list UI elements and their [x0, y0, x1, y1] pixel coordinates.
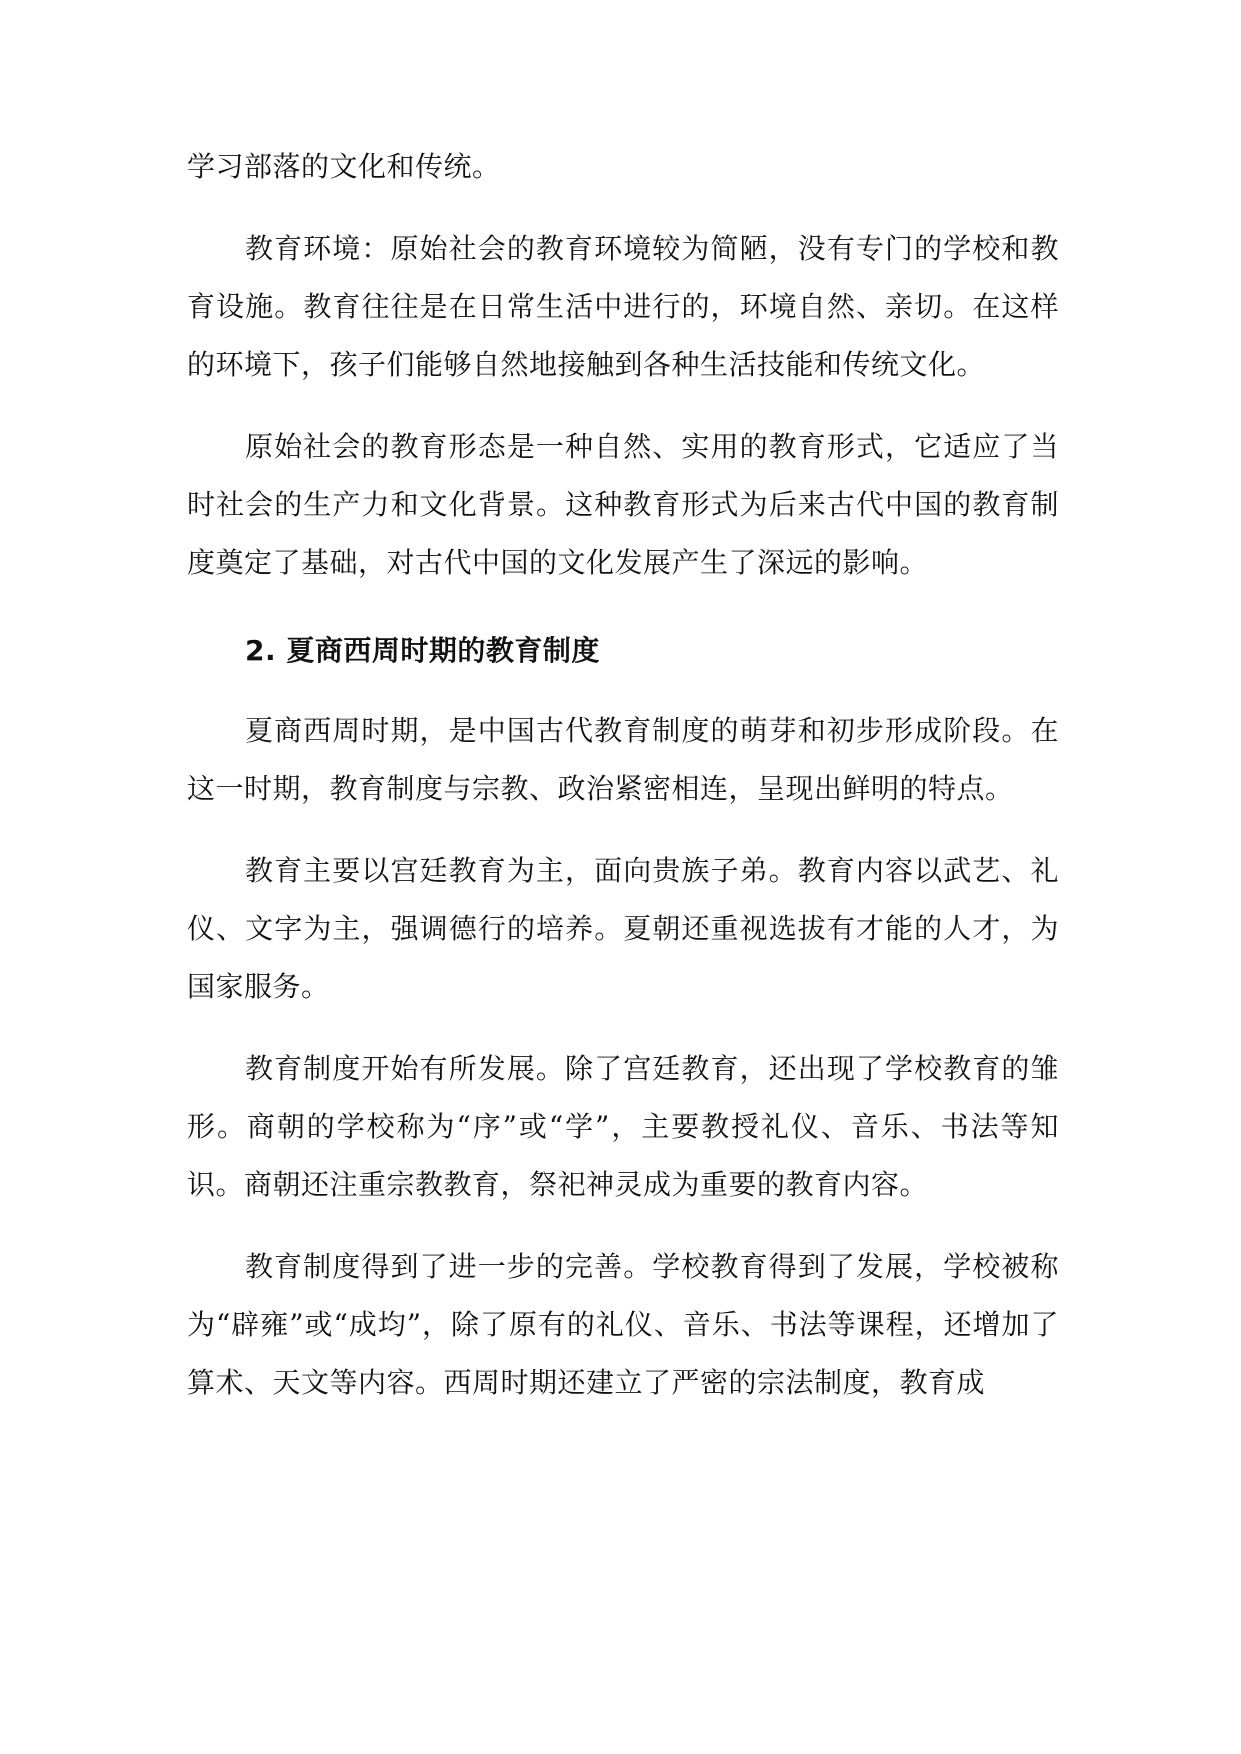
- paragraph-shang-schools: 教育制度开始有所发展。除了宫廷教育，还出现了学校教育的雏形。商朝的学校称为“序”或“学”，主要教授礼仪、音乐、书法等知识。商朝还注重宗教教育，祭祀神灵成为重要的教育内容。: [187, 1052, 1059, 1201]
- paragraph-xia-shang-zhou-intro: 夏商西周时期，是中国古代教育制度的萌芽和初步形成阶段。在这一时期，教育制度与宗教、政治紧密相连，呈现出鲜明的特点。: [187, 714, 1059, 805]
- paragraph-court-education: 教育主要以宫廷教育为主，面向贵族子弟。教育内容以武艺、礼仪、文字为主，强调德行的培养。夏朝还重视选拔有才能的人才，为国家服务。: [187, 854, 1059, 1003]
- paragraph-western-zhou: 教育制度得到了进一步的完善。学校教育得到了发展，学校被称为“辟雍”或“成均”，除了原有的礼仪、音乐、书法等课程，还增加了算术、天文等内容。西周时期还建立了严密的宗法制度，教育成: [187, 1250, 1059, 1399]
- section-heading: 2. 夏商西周时期的教育制度: [245, 634, 600, 667]
- paragraph-primitive-summary: 原始社会的教育形态是一种自然、实用的教育形式，它适应了当时社会的生产力和文化背景。这种教育形式为后来古代中国的教育制度奠定了基础，对古代中国的文化发展产生了深远的影响。: [187, 430, 1059, 579]
- paragraph-continuation: 学习部落的文化和传统。: [187, 150, 501, 183]
- paragraph-education-environment: 教育环境：原始社会的教育环境较为简陋，没有专门的学校和教育设施。教育往往是在日常生活中进行的，环境自然、亲切。在这样的环境下，孩子们能够自然地接触到各种生活技能和传统文化。: [187, 232, 1059, 381]
- document-body: [187, 138, 1059, 1436]
